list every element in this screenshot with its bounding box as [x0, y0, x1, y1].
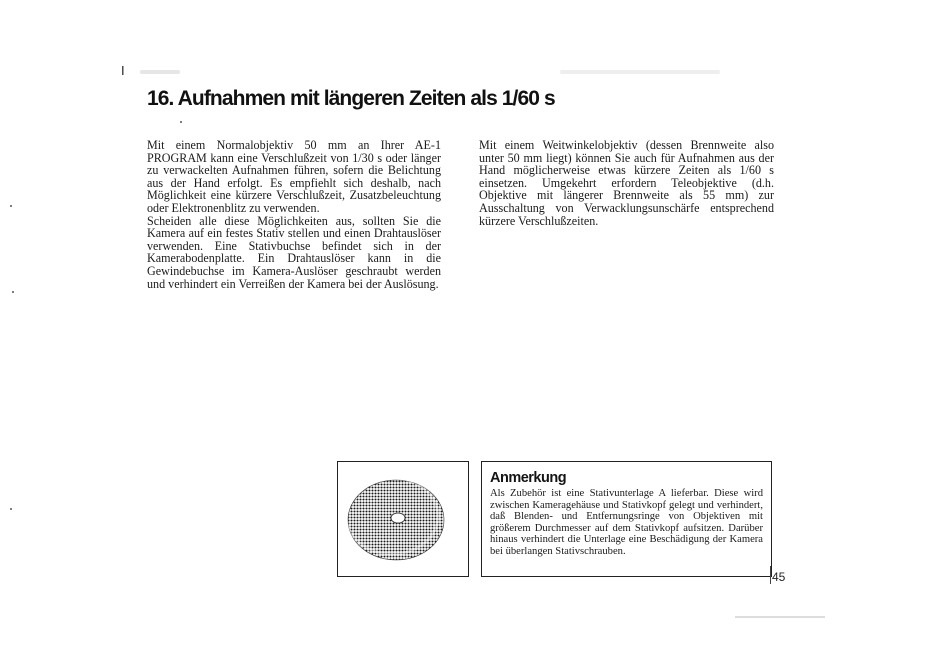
tripod-adapter-illustration: [338, 462, 468, 576]
left-column: [147, 139, 441, 290]
scan-speck: [12, 291, 14, 293]
note-box: [481, 461, 772, 577]
scan-artifact: [140, 70, 180, 74]
body-paragraph: Mit einem Normalobjektiv 50 mm an Ihrer AE-1 PROGRAM kann eine Verschlußzeit von 1/30 s oder länger zu verwackelten Aufnahmen führen, sofern die Belichtung aus der Hand erfolgt. Es empfiehlt sich deshalb, nach Möglichkeit eine kürzere Verschlußzeit, Zusatzbeleuchtung oder Elektronenblitz zu verwenden.: [147, 138, 441, 215]
scan-speck: [180, 121, 182, 123]
page-number-rule: [770, 566, 771, 584]
right-column: [479, 139, 774, 227]
margin-mark: I: [121, 63, 125, 78]
body-paragraph: Mit einem Weitwinkelobjektiv (dessen Brennweite also unter 50 mm liegt) können Sie auch für Aufnahmen aus der Hand möglicherweise etwas kürzere Zeiten als 1/60 s einsetzen. Umgekehrt erfordern Teleobjektive (d.h. Objektive mit längerer Brennweite als 55 mm) zur Ausschaltung von Verwacklungsunschärfe entsprechend kürzere Verschlußzeiten.: [479, 138, 774, 228]
scan-artifact: [735, 616, 825, 618]
note-title: Anmerkung: [490, 470, 567, 486]
page-number: 45: [772, 570, 786, 584]
scan-speck: [10, 508, 12, 510]
note-text: Als Zubehör ist eine Stativunterlage A lieferbar. Diese wird zwischen Kameragehäuse und Stativkopf gelegt und verhindert, daß Blenden- und Entfernungsringe von Objektiven mit größerem Durchmesser auf dem Stativkopf aufsitzen. Darüber hinaus verhindert die Unterlage eine Beschädigung der Kamera bei überlangen Stativschrauben.: [490, 488, 763, 557]
section-heading: 16. Aufnahmen mit längeren Zeiten als 1/60 s: [147, 87, 555, 110]
scan-artifact: [560, 70, 720, 74]
tripod-adapter-figure: [337, 461, 469, 577]
scan-speck: [10, 205, 12, 207]
body-paragraph: Scheiden alle diese Möglichkeiten aus, sollten Sie die Kamera auf ein festes Stativ stellen und einen Drahtauslöser verwenden. Eine Stativbuchse befindet sich in der Kamerabodenplatte. Ein Drahtauslöser kann in die Gewindebuchse im Kamera-Auslöser geschraubt werden und verhindert ein Verreißen der Kamera bei der Auslösung.: [147, 213, 441, 291]
